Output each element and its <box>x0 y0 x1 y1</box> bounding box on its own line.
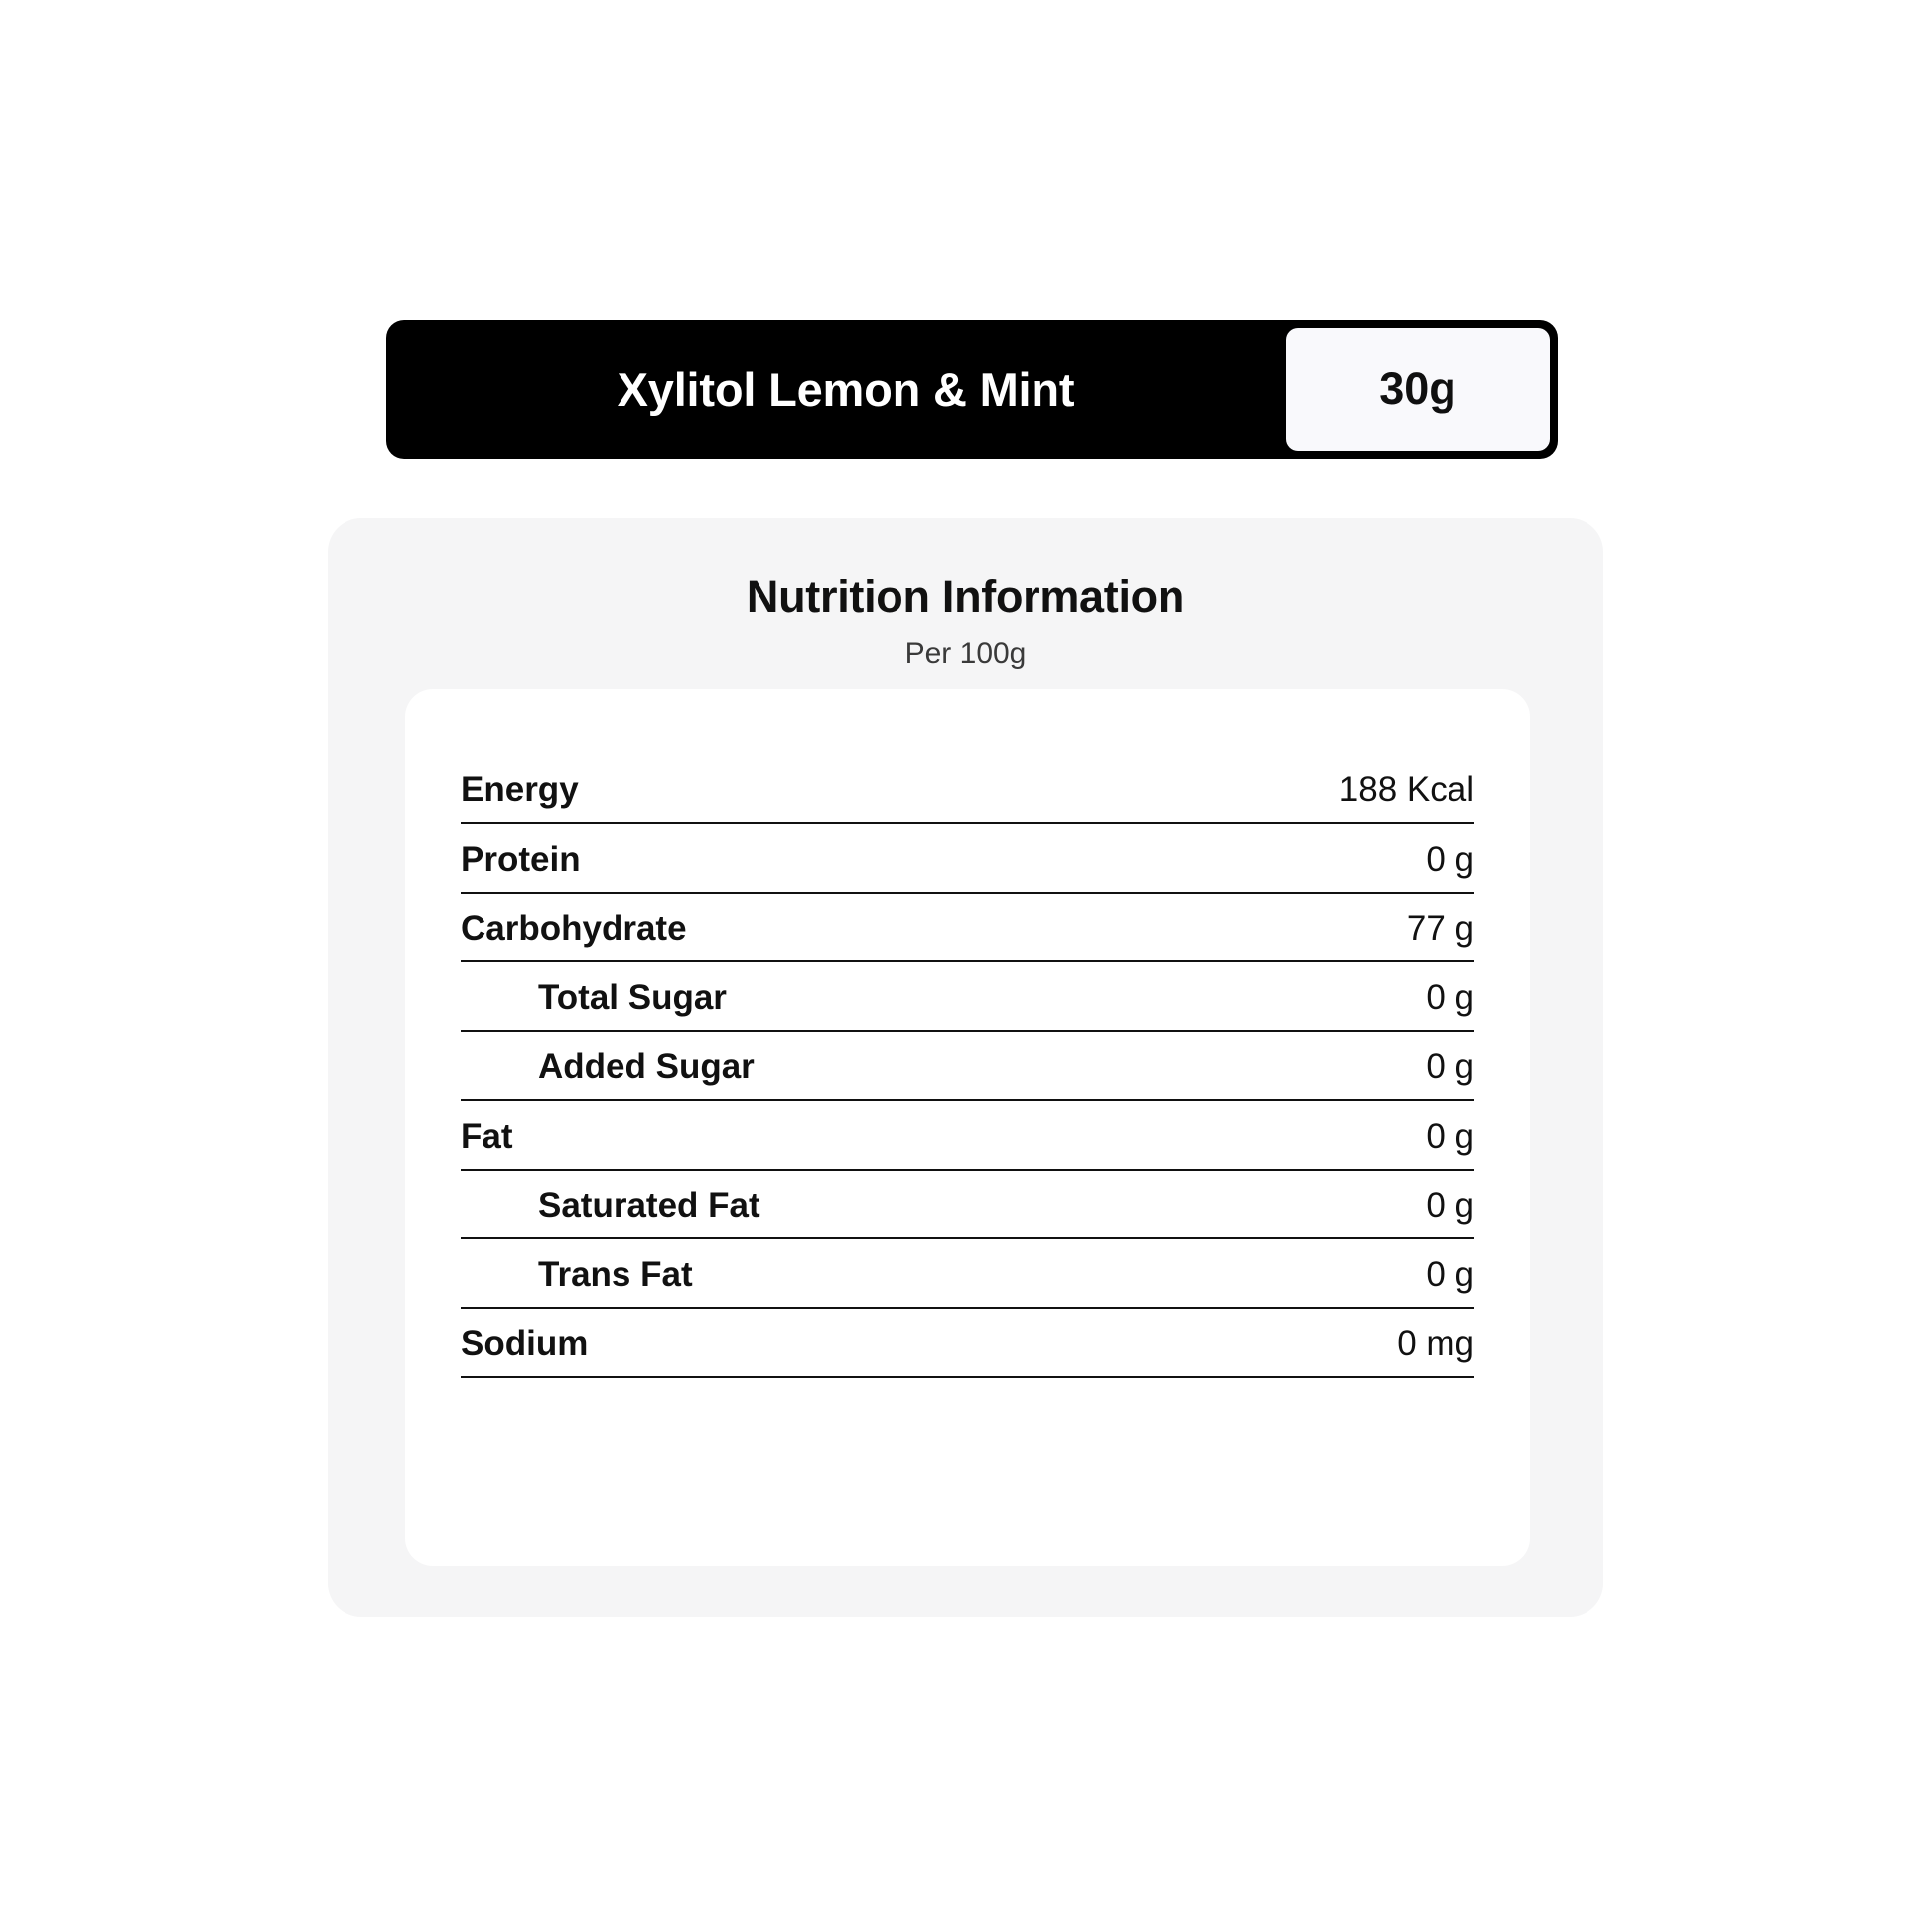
nutrition-row-label: Energy <box>461 755 1159 823</box>
nutrition-row-label: Sodium <box>461 1308 1159 1377</box>
nutrition-row <box>461 755 1474 823</box>
product-header-bar <box>386 320 1558 459</box>
nutrition-row <box>461 1031 1474 1100</box>
nutrition-row <box>461 1308 1474 1377</box>
product-weight-container <box>1286 320 1558 459</box>
nutrition-row-label: Total Sugar <box>461 961 1159 1031</box>
nutrition-row <box>461 961 1474 1031</box>
nutrition-row-label: Trans Fat <box>461 1238 1159 1308</box>
nutrition-row-label: Protein <box>461 823 1159 893</box>
nutrition-subtitle: Per 100g <box>904 637 1027 670</box>
nutrition-row-value: 0 g <box>1159 1238 1474 1308</box>
nutrition-row <box>461 1100 1474 1170</box>
nutrition-row-value: 0 g <box>1159 823 1474 893</box>
nutrition-table-panel <box>405 689 1530 1566</box>
nutrition-table <box>461 755 1474 1378</box>
nutrition-row-label: Carbohydrate <box>461 893 1159 962</box>
product-weight-badge: 30g <box>1286 328 1550 451</box>
nutrition-card <box>328 518 1603 1617</box>
nutrition-row <box>461 823 1474 893</box>
nutrition-row-label: Saturated Fat <box>461 1170 1159 1239</box>
nutrition-row <box>461 1170 1474 1239</box>
nutrition-table-body <box>461 755 1474 1377</box>
nutrition-row <box>461 1238 1474 1308</box>
nutrition-row-value: 77 g <box>1159 893 1474 962</box>
nutrition-row-value: 0 g <box>1159 1170 1474 1239</box>
nutrition-row-value: 0 g <box>1159 1031 1474 1100</box>
nutrition-row-label: Added Sugar <box>461 1031 1159 1100</box>
nutrition-title: Nutrition Information <box>746 571 1185 621</box>
nutrition-row-value: 0 mg <box>1159 1308 1474 1377</box>
nutrition-row-value: 188 Kcal <box>1159 755 1474 823</box>
product-name: Xylitol Lemon & Mint <box>617 362 1075 416</box>
nutrition-row <box>461 893 1474 962</box>
nutrition-row-value: 0 g <box>1159 1100 1474 1170</box>
nutrition-row-value: 0 g <box>1159 961 1474 1031</box>
nutrition-row-label: Fat <box>461 1100 1159 1170</box>
